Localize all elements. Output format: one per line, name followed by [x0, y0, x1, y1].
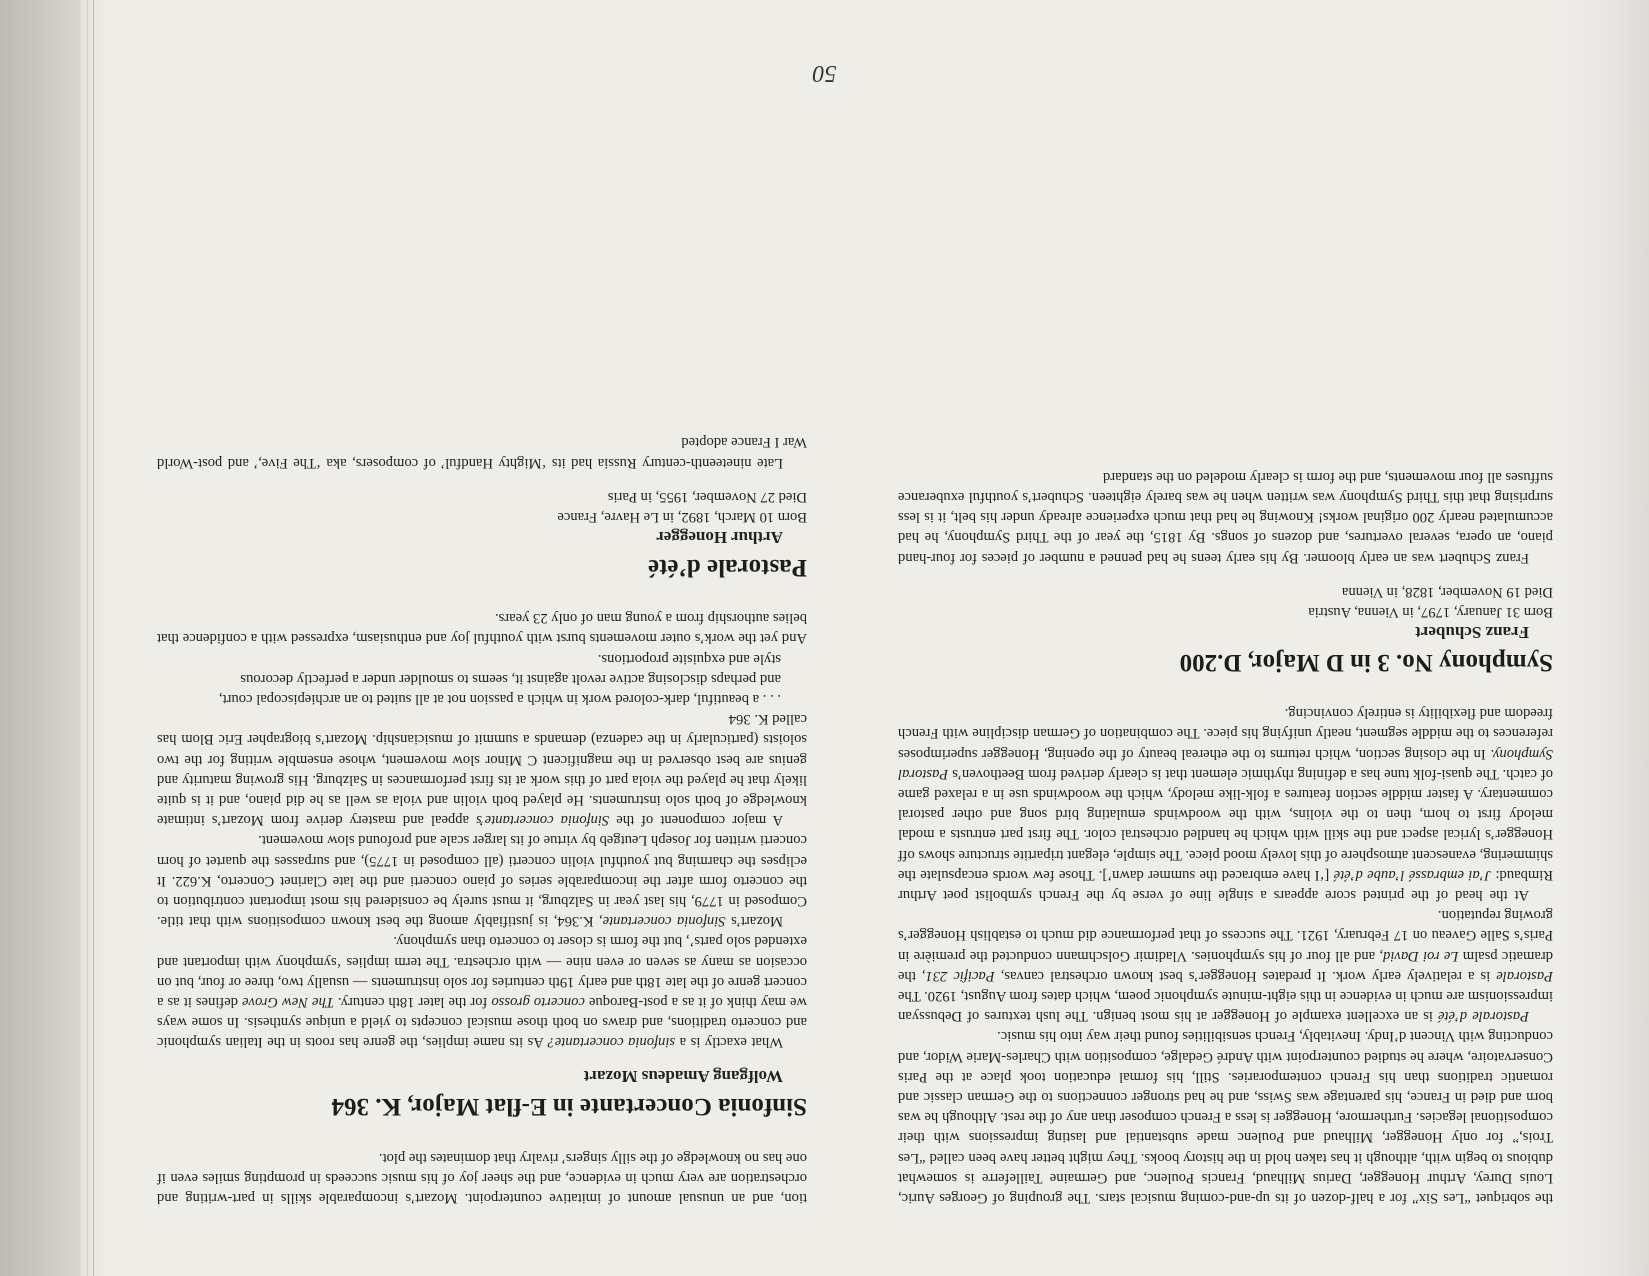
death-date: Died 27 November, 1955, in Paris [607, 488, 807, 505]
birth-date: Born 10 March, 1892, in Le Havre, France [557, 508, 807, 525]
text: appeal and mastery derive from Mozart’s intimate knowledge of both solo instruments. He played both violin and viola as well as he did piano, and it is quite likely that he played the viola part of this work at its first performances in Salzburg. His growing maturity and genius are best observed in the magnificent C Minor slow movement, whose ensemble writing for the two soloists (particularly in the cadenza) demands a summit of musicianship. Mozart’s biographer Eric Blom has called K. 364 [157, 711, 807, 829]
death-date: Died 19 November, 1828, in Vienna [1341, 583, 1553, 600]
text: is an excellent example of Honegger at his most benign. The lush textures of Debussyan impressionism are much in evidence in this eight-minute symphonic poem, which dates from August, 1920. The [898, 987, 1553, 1025]
composer-dates [898, 582, 1553, 622]
page-gutter [93, 0, 94, 1276]
work-title: Le roi David, [1379, 947, 1459, 964]
paragraph [157, 931, 807, 1052]
work-title: The New Grove [242, 993, 334, 1010]
block-quote [157, 648, 807, 709]
section-heading: Symphony No. 3 in D Major, D.200 [1179, 648, 1553, 676]
text: is a relatively early work. It predates Honegger’s best known orchestral canvas, [994, 967, 1497, 984]
paragraph [157, 830, 807, 931]
text: for the later 18th century. [333, 993, 492, 1010]
text: What exactly is a [675, 1034, 783, 1051]
work-title: Pastorale [1496, 967, 1553, 984]
text: the dramatic psalm [898, 947, 1553, 984]
paragraph [898, 703, 1553, 905]
term: sinfonia concertante? [547, 1034, 676, 1051]
paragraph: the sobriquet “Les Six” for a half-dozen of its up-and-coming musical stars. The grouping of Georges Auric, Louis Durey, Arthur Honegger, Darius Milhaud, Francis Poulenc, and Germaine Tailleferre is somewhat dubious to begin with, although it has taken hold in the history books. They might better have been called “Les Trois,” for only Honegger, Milhaud and Poulenc made substantial and lasting impressions with their compositional legacies. Furthermore, Honegger is less a French composer than any of the rest. Although he was born and died in France, his parentage was Swiss, and he had stronger connections to the German classic and romantic traditions than his French contemporaries. Still, his formal education took place at the Paris Conservatoire, where he studied counterpoint with André Gedalge, composition with Charles-Marie Widor, and conducting with Vincent d’Indy. Inevitably, French sensibilities found their way into his music. [898, 1028, 1553, 1206]
text: In the closing section, which returns to the ethereal beauty of the opening, Honegger superimposes references to the middle segment, neatly unifying his piece. The combination of German discipline with French freedom and flexibility is entirely convincing. [898, 705, 1553, 762]
paragraph: Late nineteenth-century Russia had its ‘Mighty Handful’ of composers, aka ‘The Five,’ and post-World War I France adopted [157, 434, 807, 471]
quote-text: J’ai embrassé l’aube d’été [1333, 866, 1492, 883]
composer-name: Arthur Honegger [656, 527, 783, 547]
paragraph: tion, and an unusual amount of imitative counterpoint. Mozart’s incomparable skills in part-writing and orchestration are very much in evidence, and the sheer joy of his music succeeds in prompting smiles even if one has no knowledge of the silly singers’ rivalry that dominates the plot. [157, 1149, 807, 1206]
text: A major component of the [609, 812, 783, 829]
section-heading: Sinfonia Concertante in E-flat Major, K. 364 [331, 1093, 807, 1121]
composer-name: Franz Schubert [1415, 622, 1529, 642]
quote-text: . . . a beautiful, dark-colored work in which a passion not at all suited to an archiepiscopal court, and perhaps disclosing active revolt against it, seems to smoulder under a perfectly decorous style and exquisite proportions. [218, 650, 781, 707]
work-title: Sinfonia concertante’s [476, 812, 610, 829]
composer-dates [157, 487, 807, 527]
text: [‘I have embraced the summer dawn’]. Those few words encapsulate the shimmering, evanescent atmosphere of this lovely mood piece. The simple, elegant tripartite structure shows off Honegger’s lyrical aspect and the skill with which he handled orchestral color. The first part entrusts a modal melody first to horn, then to the violins, with the woodwinds emulating bird song and other pastoral commentary. A faster middle section features a folk-like melody, which the woodwinds use in a relaxed game of catch. The quasi-folk tune has a defining rhythmic element that is clearly derived from Beethoven’s [898, 765, 1553, 883]
text: As its name implies, the genre has roots in the Italian symphonic and concerto traditions, and draws on both those musical concepts to yield a unique synthesis. In some ways we may think of it as a post-Baroque [157, 993, 807, 1051]
work-title: Sinfonia concertante, [598, 913, 726, 930]
book-spine [0, 0, 81, 1276]
left-column [898, 467, 1553, 1209]
text: At the head of the printed score appears a single line of verse by the French symbolist poet Arthur Rimbaud: [898, 866, 1553, 903]
paragraph [898, 905, 1553, 1026]
paragraph [157, 709, 807, 830]
work-title: Pacific 231, [921, 967, 995, 984]
work-title: Pastoral Symphony. [898, 745, 1553, 782]
birth-date: Born 31 January, 1797, in Vienna, Austria [1308, 603, 1553, 620]
paragraph: Franz Schubert was an early bloomer. By his early teens he had penned a number of pieces for four-hand piano, an opera, several overtures, and dozens of songs. By 1815, the year of the Third Symphony, he had accumulated nearly 200 original works! Knowing he had that much experience already under his belt, it is less surprising that this Third Symphony was written when he was barely eighteen. Schubert’s youthful exuberance suffuses all four movements, and the form is clearly modeled on the standard [898, 468, 1553, 566]
paragraph: And yet the work’s outer movements burst with youthful joy and enthusiasm, expressed with a confidence that belies authorship from a young man of only 23 years. [157, 610, 807, 647]
page-gutter-inner [87, 0, 88, 1276]
text: Mozart’s [725, 913, 783, 930]
text: defines it as a concert genre of the late 18th and early 19th centuries for solo instruments — usually two, three or four, but on occasion as many as seven or even nine — with orchestra. The term implies ‘symphony with important and extended solo parts’, but the form is closer to concerto than symphony. [156, 933, 807, 1010]
section-heading: Pastorale d’été [648, 553, 807, 581]
text: K.364, is justifiably among the best known compositions with that title. Composed in 1779, his last year in Salzburg, it must surely be considered his most important contribution to the concerto form after the incomparable series of piano concerti and the late Clarinet Concerto, K.622. It eclipses the charming but youthful violin concerti (all composed in 1775), and surpasses the quartet of horn concerti written for Joseph Leutgeb by virtue of its larger scale and profound slow movement. [157, 832, 807, 930]
work-title: Pastorale d’été [1438, 1008, 1529, 1025]
right-column [157, 432, 807, 1208]
composer-name: Wolfgang Amadeus Mozart [583, 1067, 783, 1087]
term: concerto grosso [491, 993, 585, 1010]
text: and all four of his symphonies. Vladimir Golschmann conducted the première in Paris’s Salle Gaveau on 17 February, 1921. The success of that performance did much to establish Honegger’s growing reputation. [898, 907, 1553, 964]
page-number: 50 [812, 60, 837, 86]
